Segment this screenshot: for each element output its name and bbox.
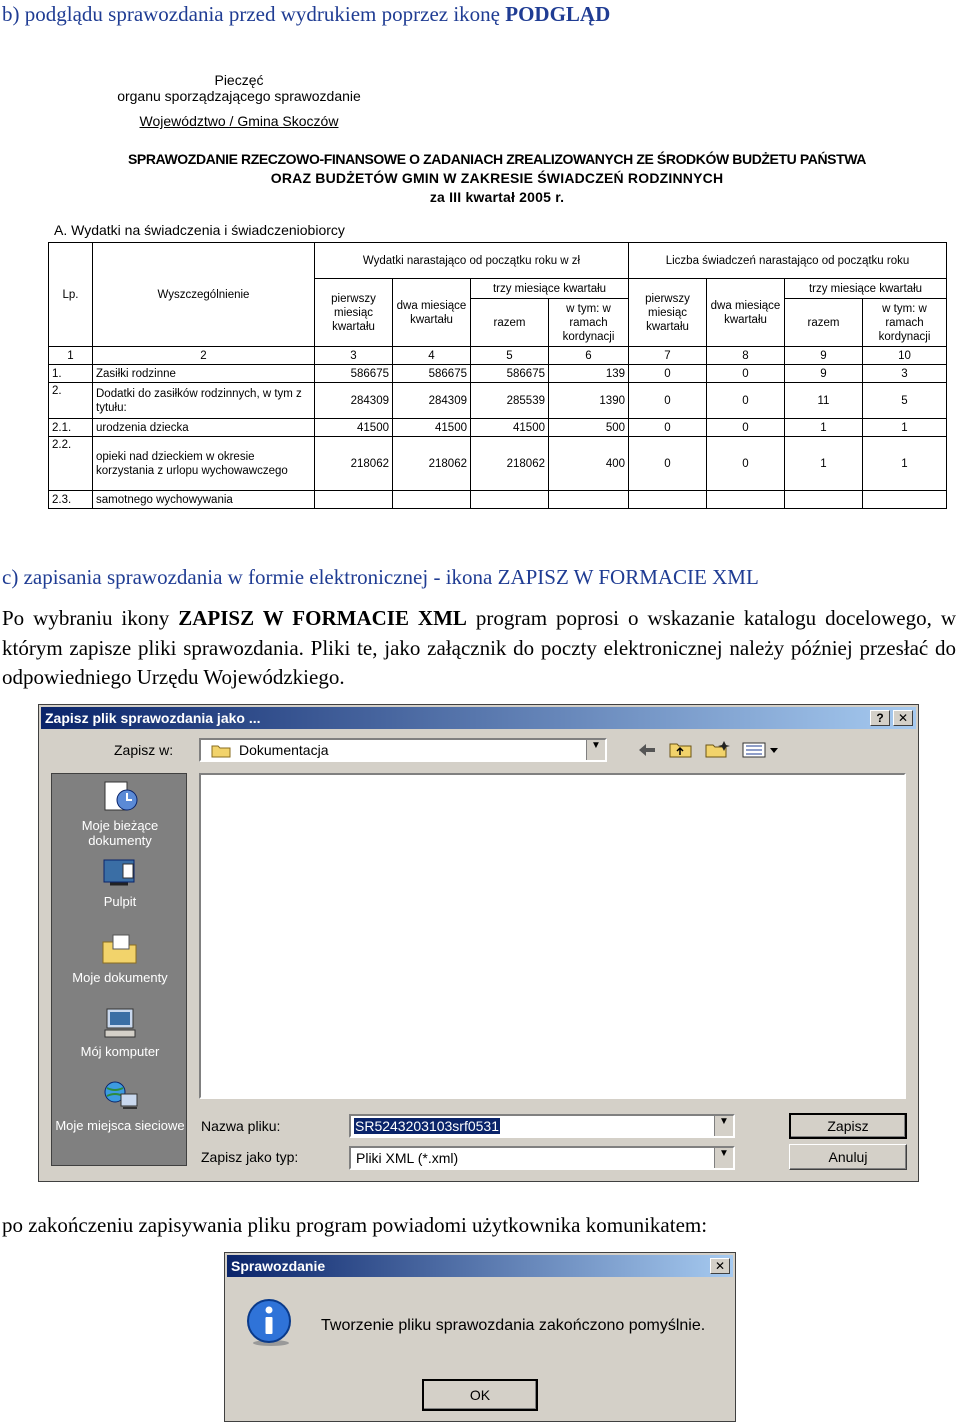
save-dialog-titlebar — [41, 707, 916, 729]
section-b-bold: PODGLĄD — [505, 2, 611, 26]
report-title — [44, 151, 950, 205]
row-lp: 1. — [49, 365, 93, 383]
row-value — [863, 491, 947, 509]
desktop-icon — [101, 856, 139, 890]
row-value: 11 — [785, 383, 863, 419]
save-dialog-title: Zapisz plik sprawozdania jako ... — [45, 710, 261, 726]
row-value: 0 — [707, 419, 785, 437]
table-row — [49, 491, 947, 509]
stamp-line3: Województwo / Gmina Skoczów — [139, 113, 339, 129]
header-w-tym: w tym: w ramach kordynacji — [549, 299, 629, 347]
para-after: program poprosi o wskazanie katalogu docelowego, w którym zapisze pliki sprawozdania. Pliki te, jako załącznik do poczty elektronicznej należy później przesłać do odpowiedniego Urzędu Wojewódzkiego. — [2, 606, 956, 689]
row-name: Dodatki do zasiłków rodzinnych, w tym z tytułu: — [93, 383, 315, 419]
row-value: 586675 — [471, 365, 549, 383]
report-title-line1: SPRAWOZDANIE RZECZOWO-FINANSOWE O ZADANIACH ZREALIZOWANYCH ZE ŚRODKÓW BUDŻETU PAŃSTWA — [127, 151, 867, 167]
chevron-down-icon[interactable]: ▼ — [714, 1148, 733, 1168]
ok-button[interactable]: OK — [422, 1379, 538, 1411]
help-button[interactable]: ? — [870, 710, 890, 726]
row-lp: 2.2. — [49, 437, 93, 491]
row-value: 218062 — [393, 437, 471, 491]
cancel-button[interactable]: Anuluj — [789, 1144, 907, 1170]
header-wyszczegolnienie: Wyszczególnienie — [93, 243, 315, 347]
place-label: Moje miejsca sieciowe — [55, 1118, 185, 1133]
table-row — [49, 437, 947, 491]
close-button[interactable]: ✕ — [710, 1258, 730, 1274]
row-name: opieki nad dzieckiem w okresie korzystania z urlopu wychowawczego — [93, 437, 315, 491]
row-value — [549, 491, 629, 509]
row-value: 0 — [707, 383, 785, 419]
row-value: 9 — [785, 365, 863, 383]
folder-icon — [211, 743, 231, 758]
row-name: urodzenia dziecka — [93, 419, 315, 437]
row-value: 285539 — [471, 383, 549, 419]
column-number-row — [49, 347, 947, 365]
place-desktop[interactable] — [52, 856, 188, 909]
row-value: 218062 — [315, 437, 393, 491]
row-value: 41500 — [393, 419, 471, 437]
place-label: Moje bieżące dokumenty — [81, 818, 159, 848]
header-dwa: dwa miesiące kwartału — [393, 279, 471, 347]
save-in-label: Zapisz w: — [114, 742, 174, 758]
row-value: 586675 — [393, 365, 471, 383]
row-value — [785, 491, 863, 509]
network-places-icon — [101, 1080, 139, 1114]
section-b-heading — [2, 2, 610, 27]
new-folder-icon[interactable] — [705, 740, 731, 758]
row-value: 400 — [549, 437, 629, 491]
row-value: 218062 — [471, 437, 549, 491]
row-lp: 2. — [49, 383, 93, 419]
place-label: Moje dokumenty — [72, 970, 168, 985]
row-value: 586675 — [315, 365, 393, 383]
message-text: Tworzenie pliku sprawozdania zakończono pomyślnie. — [321, 1317, 706, 1334]
close-button[interactable]: ✕ — [893, 710, 913, 726]
up-folder-icon[interactable] — [669, 740, 693, 758]
row-value: 284309 — [393, 383, 471, 419]
instruction-paragraph — [2, 604, 956, 693]
col-number: 8 — [707, 347, 785, 365]
header-dwa-2: dwa miesiące kwartału — [707, 279, 785, 347]
save-dialog — [38, 704, 919, 1182]
report-title-line2: ORAZ BUDŻETÓW GMIN W ZAKRESIE ŚWIADCZEŃ RODZINNYCH — [270, 170, 724, 186]
row-name: samotnego wychowywania — [93, 491, 315, 509]
my-computer-icon — [101, 1006, 139, 1040]
row-value: 1 — [863, 419, 947, 437]
header-group-liczba: Liczba świadczeń narastająco od początku roku — [629, 243, 947, 279]
save-in-value: Dokumentacja — [239, 742, 329, 758]
filetype-dropdown[interactable] — [349, 1146, 735, 1170]
back-arrow-icon[interactable] — [637, 742, 657, 758]
filename-label: Nazwa pliku: — [201, 1118, 281, 1134]
row-value: 0 — [707, 437, 785, 491]
section-a-label: A. Wydatki na świadczenia i świadczeniobiorcy — [54, 222, 345, 238]
col-number: 7 — [629, 347, 707, 365]
section-b-text: b) podglądu sprawozdania przed wydrukiem poprzez ikonę — [2, 2, 506, 26]
header-pierwszy-2: pierwszy miesiąc kwartału — [629, 279, 707, 347]
row-value — [629, 491, 707, 509]
chevron-down-icon[interactable]: ▼ — [586, 740, 605, 760]
row-lp: 2.3. — [49, 491, 93, 509]
message-title: Sprawozdanie — [231, 1258, 326, 1274]
col-number: 1 — [49, 347, 93, 365]
row-value: 0 — [629, 419, 707, 437]
row-value — [393, 491, 471, 509]
row-value: 284309 — [315, 383, 393, 419]
row-lp: 2.1. — [49, 419, 93, 437]
row-value: 3 — [863, 365, 947, 383]
row-value: 0 — [629, 383, 707, 419]
table-row — [49, 383, 947, 419]
row-value: 1 — [785, 437, 863, 491]
stamp-block — [94, 72, 384, 129]
row-value: 1 — [785, 419, 863, 437]
info-icon — [245, 1297, 295, 1347]
header-lp: Lp. — [49, 243, 93, 347]
section-c-heading: c) zapisania sprawozdania w formie elektronicznej - ikona ZAPISZ W FORMACIE XML — [2, 565, 759, 589]
filetype-label: Zapisz jako typ: — [201, 1149, 299, 1165]
row-value: 1 — [863, 437, 947, 491]
row-value: 0 — [629, 365, 707, 383]
row-value: 139 — [549, 365, 629, 383]
message-titlebar — [227, 1255, 733, 1277]
filename-field[interactable] — [349, 1114, 735, 1138]
row-value: 1390 — [549, 383, 629, 419]
report-title-line3: za III kwartał 2005 r. — [429, 189, 565, 205]
stamp-line2: organu sporządzającego sprawozdanie — [117, 88, 361, 104]
header-trzy-2: trzy miesiące kwartału — [785, 279, 947, 299]
row-value — [707, 491, 785, 509]
col-number: 4 — [393, 347, 471, 365]
after-save-text: po zakończeniu zapisywania pliku program powiadomi użytkownika komunikatem: — [2, 1213, 708, 1237]
row-value: 0 — [629, 437, 707, 491]
place-recent-documents[interactable] — [52, 780, 188, 848]
col-number: 9 — [785, 347, 863, 365]
place-label: Pulpit — [103, 894, 137, 909]
place-label: Mój komputer — [80, 1044, 160, 1059]
row-value: 500 — [549, 419, 629, 437]
col-number: 5 — [471, 347, 549, 365]
place-network[interactable] — [52, 1080, 188, 1133]
message-dialog — [224, 1252, 736, 1422]
row-value — [315, 491, 393, 509]
header-group-wydatki: Wydatki narastająco od początku roku w zł — [315, 243, 629, 279]
report-table — [48, 242, 947, 509]
chevron-down-icon[interactable]: ▼ — [714, 1116, 733, 1136]
col-number: 2 — [93, 347, 315, 365]
places-bar — [51, 773, 187, 1166]
header-pierwszy: pierwszy miesiąc kwartału — [315, 279, 393, 347]
place-my-documents[interactable] — [52, 932, 188, 985]
row-name: Zasiłki rodzinne — [93, 365, 315, 383]
filename-value: SR5243203103srf0531 — [355, 1118, 500, 1134]
my-documents-icon — [101, 932, 139, 966]
stamp-line1: Pieczęć — [214, 72, 264, 88]
row-value: 41500 — [315, 419, 393, 437]
row-value: 41500 — [471, 419, 549, 437]
save-button[interactable]: Zapisz — [789, 1113, 907, 1139]
header-trzy: trzy miesiące kwartału — [471, 279, 629, 299]
col-number: 6 — [549, 347, 629, 365]
para-bold: ZAPISZ W FORMACIE XML — [178, 606, 467, 630]
recent-documents-icon — [101, 780, 139, 814]
place-my-computer[interactable] — [52, 1006, 188, 1059]
report-preview — [44, 70, 950, 532]
header-w-tym-2: w tym: w ramach kordynacji — [863, 299, 947, 347]
header-razem-2: razem — [785, 299, 863, 347]
header-razem: razem — [471, 299, 549, 347]
row-value — [471, 491, 549, 509]
para-before: Po wybraniu ikony — [2, 606, 179, 630]
view-menu-icon[interactable] — [742, 742, 780, 758]
col-number: 10 — [863, 347, 947, 365]
table-row — [49, 365, 947, 383]
table-row — [49, 419, 947, 437]
filetype-value: Pliki XML (*.xml) — [356, 1150, 459, 1166]
col-number: 3 — [315, 347, 393, 365]
row-value: 0 — [707, 365, 785, 383]
row-value: 5 — [863, 383, 947, 419]
save-in-dropdown[interactable] — [199, 738, 607, 762]
file-list[interactable] — [199, 773, 906, 1099]
